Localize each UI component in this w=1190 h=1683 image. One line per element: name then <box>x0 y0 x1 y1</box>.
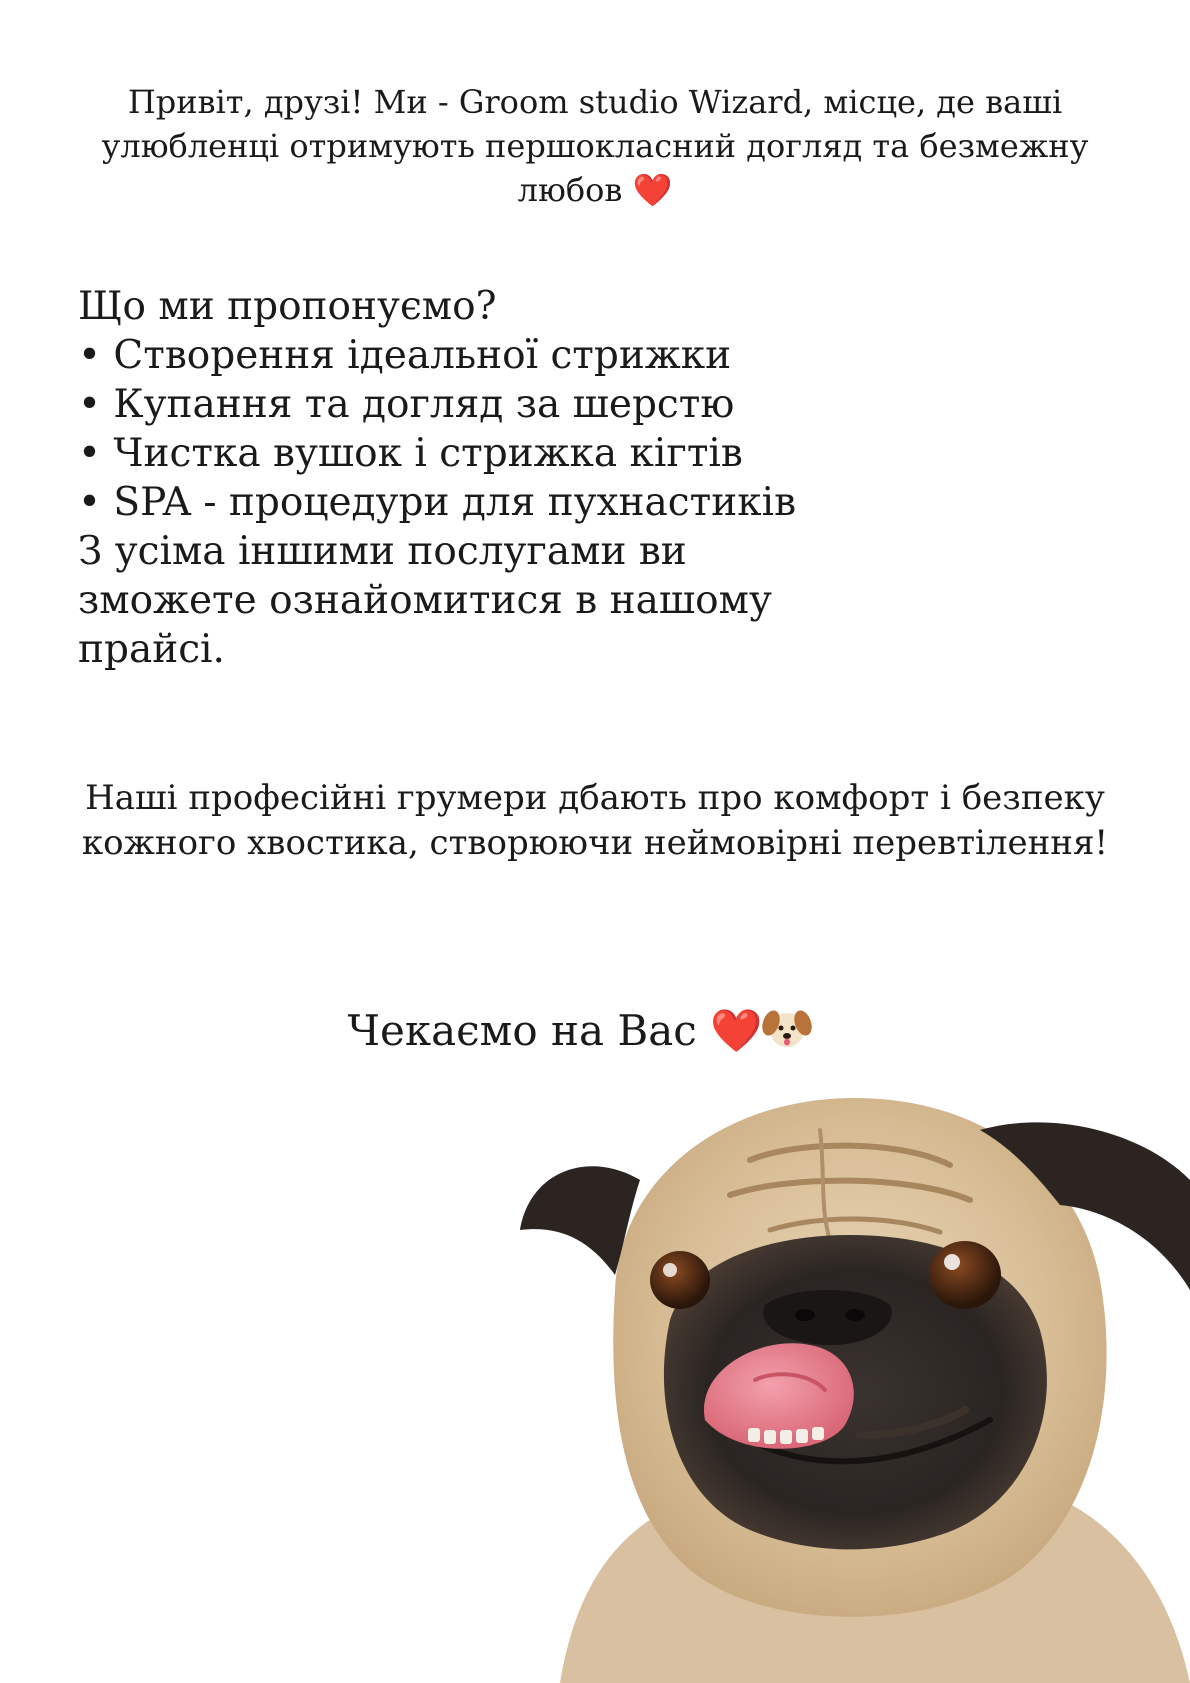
pug-photo <box>520 1090 1190 1683</box>
service-item: • Чистка вушок і стрижка кігтів <box>78 429 838 478</box>
heart-icon: ❤️ <box>632 171 673 209</box>
services-heading: Що ми пропонуємо? <box>78 284 497 329</box>
groomers-text: Наші професійні грумери дбають про комфорт і безпеку кожного хвостика, створюючи неймовірні перевтілення! <box>81 778 1109 863</box>
dog-face-icon <box>762 1005 812 1051</box>
heart-icon: ❤️ <box>710 1006 763 1055</box>
closing-text: Чекаємо на Вас <box>347 1006 697 1055</box>
service-item: • Купання та догляд за шерстю <box>78 380 838 429</box>
services-section <box>78 282 838 674</box>
price-list-note: З усіма іншими послугами ви зможете ознайомитися в нашому прайсі. <box>78 529 772 672</box>
service-item: • SPA - процедури для пухнастиків <box>78 478 838 527</box>
intro-text <box>60 80 1130 212</box>
services-list <box>78 331 838 527</box>
closing-line <box>300 1003 860 1059</box>
service-item: • Створення ідеальної стрижки <box>78 331 838 380</box>
intro-message: Привіт, друзі! Ми - Groom studio Wizard, місце, де ваші улюбленці отримують першокласний догляд та безмежну любов <box>101 83 1089 209</box>
